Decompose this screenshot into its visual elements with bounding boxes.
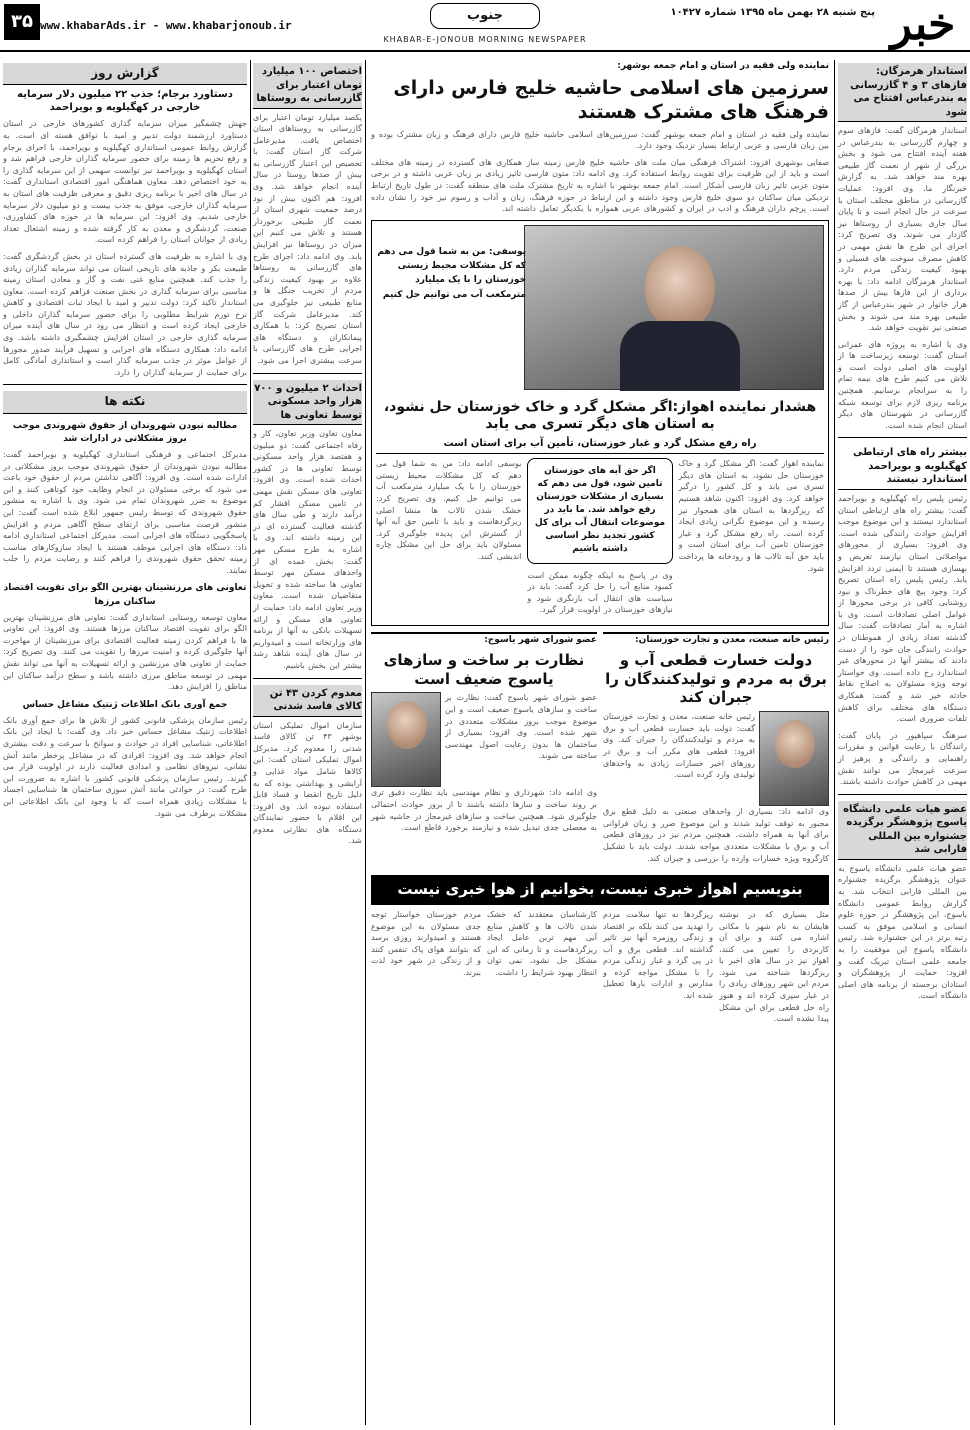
photo-area — [376, 225, 824, 395]
ahvaz-headline: هشدار نماینده اهواز:اگر مشکل گرد و خاک خوزستان حل نشود، به استان های دیگر تسری می یابد — [383, 398, 817, 433]
yasuj-story — [371, 632, 597, 869]
governor-headline: استاندار هرمزگان: فازهای ۳ و ۴ گازرسانی به بندرعباس افتتاح می شود — [838, 63, 967, 122]
body-text: استاندار هرمزگان گفت: فازهای سوم و چهارم گازرسانی به بندرعباس در هفته آینده افتتاح می شود و بخش بزرگی از شهر از نعمت گاز طبیعی بهره مند خواهد شد. به گزارش خبرنگار ما، وی افزود: عملیات گازرسانی در مناطق مختلف استان با سرعت در حال انجام است و تا پایان سال جاری بسیاری از روستاها نیز گازدار می شوند. وی تصریح کرد: اجرای این طرح ها نقش مهمی در کاهش مصرف سوخت های فسیلی و بهبود کیفیت زندگی مردم دارد. استاندار هرمزگان ادامه داد: با بهره برداری از این فازها بیش از صدها هزار خانوار در شهر بندرعباس از گاز طبیعی بهره مند می شوند و بخش صنعتی نیز تقویت خواهد شد. — [838, 126, 967, 333]
main-headline: سرزمین های اسلامی حاشیه خلیج فارس دارای فرهنگ های مشترک هستند — [393, 77, 829, 123]
divider — [253, 678, 362, 679]
body-text: وی ادامه داد: بسیاری از واحدهای صنعتی به دلیل قطع برق مجبور به توقف تولید شدند و این موضوع ضرر و زیان فراوانی برای آنها به همراه داشت. همچنین مردم نیز در روزهای قطعی آب و برق با مشکلات متعددی مواجه شدند. دولت باید با تشکیل کارگروه ویژه خسارات وارده را بررسی و جبران کند. — [603, 807, 829, 863]
section-label: جنوب — [430, 3, 540, 29]
pull-quote-wrap — [527, 458, 672, 621]
housing-headline: احداث ۲ میلیون و ۷۰۰ هزار واحد مسکونی توسط تعاونی ها — [253, 380, 362, 426]
divider — [253, 373, 362, 374]
body-text: مدیرکل اجتماعی و فرهنگی استانداری کهگیلویه و بویراحمد گفت: مطالبه نبودن شهروندان از حقوق شهروندی موجب بروز مشکلاتی در ادارات شده است. وی افزود: آگاهی نداشتن مردم از حقوق خود باعث می شود که برخی مسئولان در انجام وظایف خود کوتاهی کنند و این موضوع به ضرر شهروندان تمام می شود. وی با اشاره به منشور حقوق شهروندی که توسط رئیس جمهور ابلاغ شده است گفت: این منشور فرصت مناسبی برای ارتقای سطح آگاهی مردم و افزایش پاسخگویی دستگاه های اجرایی است. مدیرکل اجتماعی استانداری ادامه داد: دستگاه های اجرایی موظف هستند با ایجاد سازوکارهای مناسب زمینه تحقق حقوق شهروندی را فراهم کنند و رضایت مردم را جلب نمایند. — [3, 449, 247, 575]
bottom-body — [371, 909, 829, 1030]
note-headline: تعاونی های مرزنشینان بهترین الگو برای تقویت اقتصاد ساکنان مرزها — [3, 583, 247, 607]
yasuj-kicker: عضو شورای شهر یاسوج: — [484, 634, 597, 645]
ahvaz-body — [376, 458, 824, 621]
website-url[interactable]: www.khabarAds.ir - www.khabarjonoub.ir — [40, 19, 292, 32]
pull-quote: اگر حق آبه های خوزستان تامین شود، قول می دهم که بسیاری از مشکلات خوزستان رفع خواهد شد. ما باید در موضوعات انتقال آب برای کل کشور تجدید نظر اساسی داشته باشیم — [527, 458, 672, 563]
body-text: رئیس پلیس راه کهگیلویه و بویراحمد گفت: بیشتر راه های ارتباطی استان استاندارد نیستند و این موضوع موجب افزایش حوادث رانندگی شده است. وی افزود: بسیاری از محورهای مواصلاتی استان نیازمند تعریض و بهسازی هستند تا ایمنی تردد افزایش یابد. رئیس پلیس راه استان تصریح کرد: وجود پیچ های خطرناک و نبود روشنایی کافی در برخی محورها از عوامل اصلی تصادفات است. وی با اشاره به آمار تصادفات گفت: سال گذشته تعداد زیادی از هموطنان در حوادث رانندگی جان خود را از دست دادند که بیشتر آنها در محورهای غیر استاندارد رخ داده است. وی خواستار توجه ویژه مسئولان به اصلاح نقاط حادثه خیز شد و گفت: همکاری دستگاه های مختلف برای کاهش تلفات ضروری است. — [838, 493, 967, 724]
second-column — [250, 60, 365, 1425]
main-lead: نماینده ولی فقیه در استان و امام جمعه بوشهر گفت: سرزمین‌های اسلامی حاشیه خلیج فارس دارای فرهنگ و زبان مشترک بوده و بین زبان فارسی و عربی ارتباط بسیار نزدیک وجود دارد. — [371, 129, 829, 151]
body-text: سازمان اموال تملیکی استان بوشهر ۴۳ تن کالای فاسد شدنی را معدوم کرد. مدیرکل اموال تملیکی استان گفت: این کالاها شامل مواد غذایی و آرایشی و بهداشتی بوده که به دلیل تاریخ انقضا و فساد قابل استفاده نبوده اند. وی افزود: این اقلام با حضور نمایندگان دستگاه های نظارتی معدوم شد. — [253, 720, 362, 846]
water-kicker: رئیس خانه صنعت، معدن و تجارت خوزستان: — [635, 634, 829, 645]
water-story — [603, 632, 829, 869]
seizure-headline: معدوم کردن ۴۳ تن کالای فاسد شدنی — [253, 685, 362, 717]
note-headline: جمع آوری بانک اطلاعات ژنتیک مشاغل حساس — [22, 699, 228, 710]
body-text: ریزگردها نه تنها سلامت مردم را تهدید می کنند بلکه بر اقتصاد و زندگی روزمره آنها نیز تاثیر گذاشته اند. قطعی برق و آب در پی گرد و غبار زندگی مردم را با مشکل مواجه کرده و مدارس و ادارات بارها تعطیل شده اند. — [603, 909, 713, 1001]
person-face — [775, 720, 815, 768]
main-kicker: نماینده ولی فقیه در استان و امام جمعه بوشهر: — [617, 61, 829, 71]
person-face — [645, 246, 715, 331]
report-headline: دستاورد برجام؛ جذب ۲۲ میلیون دلار سرمایه خارجی در کهگیلویه و بویراحمد — [17, 89, 233, 113]
yasuj-photo — [371, 692, 441, 787]
water-photo — [759, 711, 829, 806]
body-text: وی با اشاره به ظرفیت های گسترده استان در بخش گردشگری گفت: طبیعت بکر و جاذبه های تاریخی استان می تواند سرمایه گذاران زیادی را جذب کند. همچنین منابع غنی نفت و گاز و معادن استان زمینه مناسبی برای سرمایه گذاری در بخش صنعت فراهم کرده است. معاون استاندار تاکید کرد: دولت تدبیر و امید با ایجاد ثبات اقتصادی و کاهش نرخ تورم شرایط مطلوبی را برای حضور سرمایه گذاران داخلی و خارجی ایجاد کرده است و انتظار می رود در سال های آینده میزان سرمایه گذاری خارجی در استان افزایش چشمگیری داشته باشد. وی ادامه داد: همکاری دستگاه های اجرایی و تسهیل فرآیند صدور مجوزها از عوامل موثر در جذب سرمایه گذار است و استانداری آمادگی کامل برای حمایت از سرمایه گذاران را دارد. — [3, 251, 247, 377]
body-text: وی با اشاره به پروژه های عمرانی استان گفت: توسعه زیرساخت ها از اولویت های اصلی دولت است و تلاش می کنیم طرح های نیمه تمام را به سرانجام برسانیم. همچنین برنامه ریزی لازم برای توسعه شبکه گازرسانی در شهرستان های دیگر استان انجام شده است. — [838, 339, 967, 430]
divider — [838, 794, 967, 795]
body-text: رئیس سازمان پزشکی قانونی کشور از تلاش ها برای جمع آوری بانک اطلاعات ژنتیک مشاغل حساس خبر داد. وی گفت: با ایجاد این بانک اطلاعاتی، شناسایی افراد در حوادث و سوانح با سرعت و دقت بیشتری انجام خواهد شد. وی افزود: افرادی که در مشاغل پرخطر مانند آتش نشانی، نیروهای نظامی و امدادی فعالیت دارند در اولویت قرار می گیرند. رئیس سازمان پزشکی قانونی کشور با اشاره به ضرورت این طرح گفت: در حوادثی مانند آتش سوزی ساختمان ها شناسایی اجساد با مشکلات زیادی همراه است که با وجود این بانک اطلاعاتی این مشکلات برطرف می شود. — [3, 715, 247, 818]
body-text: رئیس خانه صنعت، معدن و تجارت خوزستان گفت: دولت باید خسارت قطعی آب و برق به مردم و تولیدکنندگان را جبران کند. وی افزود: قطعی های مکرر آب و برق در روزهای اخیر خسارات زیادی به واحدهای تولیدی وارد کرده است. — [603, 712, 755, 780]
notes-title: نکته ها — [3, 391, 247, 413]
yasuj-headline: نظارت بر ساخت و سازهای یاسوج ضعیف است — [383, 650, 585, 688]
body-text: جهش چشمگیر میزان سرمایه گذاری کشورهای خارجی در استان دستاورد ارزشمند دولت تدبیر و امید با توافق هسته ای است. به گزارش روابط عمومی استانداری کهگیلویه و بویراحمد، با اجرای برجام و رفع تحریم ها زمینه برای حضور سرمایه گذاران خارجی فراهم شد و استان کهگیلویه و بویراحمد نیز توانست سهمی از این سرمایه گذاری را به خود اختصاص دهد. معاون هماهنگی امور اقتصادی استانداری گفت: در سال های اخیر با برنامه ریزی دقیق و معرفی ظرفیت های استان به سرمایه گذاران خارجی، موفق به جذب بیست و دو میلیون دلار سرمایه خارجی شدیم. وی افزود: این سرمایه ها در حوزه های کشاورزی، صنعت، گردشگری و معدن به کار گرفته شده و زمینه اشتغال تعداد زیادی از جوانان استان را فراهم کرده است. — [2, 119, 247, 245]
body-text: صفایی بوشهری افزود: اشتراک فرهنگی میان ملت های حاشیه خلیج فارس زمینه ساز همکاری های گسترده در زمینه های مختلف است و باید از این ظرفیت برای تقویت روابط استفاده کرد. وی ادامه داد: متون فارسی تاثیر زیادی بر زبان عربی داشته و در برخی متون عربی تاثیر زبان فارسی آشکار است. امام جمعه بوشهر با اشاره به تاریخ مشترک ملت های منطقه گفت: در طول تاریخ ارتباط نزدیکی میان ساکنان دو سوی خلیج فارس وجود داشته و این ارتباط در حوزه فرهنگ، زبان و آداب و رسوم نیز خود را نشان داده است. پرچم داران فرهنگ و ادب در ایران و کشورهای عربی همواره با یکدیگر تعامل داشته اند. — [371, 157, 829, 214]
body-text: معاون تعاون وزیر تعاون، کار و رفاه اجتماعی گفت: دو میلیون و هفتصد هزار واحد مسکونی توسط تعاونی ها در کشور احداث شده است. وی افزود: تعاونی های مسکن نقش مهمی در تامین مسکن اقشار کم درآمد دارند و طی سال های گذشته فعالیت گسترده ای در این زمینه داشته اند. وی با اشاره به طرح مسکن مهر گفت: بخش عمده ای از واحدهای مسکن مهر توسط تعاونی ها ساخته شده و تحویل متقاضیان شده است. معاون وزیر تعاون ادامه داد: حمایت از تعاونی های مسکن و ارائه تسهیلات بانکی به آنها از برنامه های وزارتخانه است و امیدواریم در سال های آینده شاهد رشد بیشتر این بخش باشیم. — [253, 429, 362, 670]
body-text: نماینده اهواز گفت: اگر مشکل گرد و خاک خوزستان حل نشود، به استان های دیگر تسری می یابد و کل کشور را درگیر خواهد کرد. وی افزود: اکنون شاهد هستیم که ریزگردها به استان های همجوار نیز رسیده و این موضوع نگرانی زیادی ایجاد کرده است. راه رفع مشکل گرد و غبار خوزستان تامین آب برای استان است و باید حق آبه تالاب ها و رودخانه ها پرداخت شود. — [678, 459, 824, 573]
body-text: وی ادامه داد: شهرداری و نظام مهندسی باید نظارت دقیق تری بر روند ساخت و سازها داشته باشند تا از بروز حوادث احتمالی جلوگیری شود. همچنین ساخت و سازهای غیرمجاز در حاشیه شهر به معضلی جدی تبدیل شده و نیازمند برخورد قاطع است. — [371, 788, 597, 833]
water-headline: دولت خسارت قطعی آب و برق به مردم و تولیدکنندگان را جبران کند — [605, 650, 827, 707]
person-suit — [620, 321, 740, 391]
body-text: یوسفی ادامه داد: من به شما قول می دهم که کل مشکلات محیط زیستی خوزستان را با یک میلیارد مترمکعب آب می توانیم حل کنیم. وی تصریح کرد: خشک شدن تالاب ها منشا اصلی ریزگردهاست و باید با تامین حق آبه آنها از گسترش این پدیده جلوگیری کرد. مسئولان باید برای حل این مشکل چاره اندیشی کنند. — [376, 459, 522, 561]
center-area — [365, 60, 835, 1425]
body-text: عضو هیات علمی دانشگاه یاسوج به عنوان پژوهشگر برگزیده جشنواره بین المللی فارابی انتخاب شد. به گزارش روابط عمومی دانشگاه یاسوج، این پژوهشگر در حوزه علوم انسانی و اسلامی موفق به کسب رتبه برتر در این جشنواره شد. رئیس دانشگاه یاسوج این موفقیت را به جامعه علمی استان تبریک گفت و افزود: حمایت از پژوهشگران و استادان برجسته از برنامه های اصلی دانشگاه است. — [838, 863, 967, 1001]
masthead — [0, 0, 970, 52]
person-face — [387, 701, 427, 749]
page-number: ۳۵ — [4, 4, 40, 40]
right-column — [835, 60, 970, 1425]
divider — [838, 437, 967, 438]
body-text: مردم خوزستان خواستار توجه جدی مسئولان به این موضوع هستند و امیدوارند روزی برسد که بتوانند هوای پاک تنفس کنند و از زندگی در شهر خود لذت ببرند. — [371, 909, 481, 977]
road-headline: بیشتر راه های ارتباطی کهگیلویه و بویراحمد استاندارد نیستند — [838, 444, 967, 490]
body-text: وی در پاسخ به اینکه چگونه ممکن است کمبود منابع آب را حل کرد گفت: باید در سیاست های انتقال آب بازنگری شود و نیازهای خوزستان در اولویت قرار گیرد. — [527, 570, 673, 615]
note-headline: مطالبه نبودن شهروندان از حقوق شهروندی موجب بروز مشکلاتی در ادارات شد — [12, 420, 238, 444]
dual-stories — [371, 632, 829, 869]
issue-line: پنج شنبه ۲۸ بهمن ماه ۱۳۹۵ شماره ۱۰۴۲۷ — [670, 7, 875, 18]
latin-name: KHABAR-E-JONOUB MORNING NEWSPAPER — [383, 35, 587, 44]
body-text: کارشناسان معتقدند که خشک شدن تالاب ها و کاهش منابع آبی مهم ترین عامل ایجاد ریزگردهاست و تا زمانی که این مشکل حل نشود، نمی توان انتظار بهبود شرایط را داشت. — [487, 909, 597, 977]
report-title: گزارش روز — [3, 63, 247, 85]
body-text: یکصد میلیارد تومان اعتبار برای گازرسانی به روستاهای استان اختصاص یافت. مدیرعامل شرکت گاز استان گفت: با تخصیص این اعتبار گازرسانی به بیش از صدها روستا در سال آینده انجام خواهد شد. وی افزود: هم اکنون بیش از نود درصد جمعیت شهری استان از نعمت گاز طبیعی برخوردار هستند و تلاش می کنیم این میزان در روستاها نیز افزایش یابد. وی ادامه داد: اجرای طرح های گازرسانی به روستاها علاوه بر بهبود کیفیت زندگی مردم از تخریب جنگل ها و منابع طبیعی نیز جلوگیری می کند. مدیرعامل شرکت گاز استان تصریح کرد: با همکاری پیمانکاران و دستگاه های اجرایی طرح های گازرسانی با سرعت بیشتری اجرا می شود. — [253, 112, 362, 365]
body-text: معاون توسعه روستایی استانداری گفت: تعاونی های مرزنشینان بهترین الگو برای تقویت اقتصاد ساکنان مرزها هستند. وی افزود: این تعاونی ها با فراهم کردن زمینه فعالیت اقتصادی برای مرزنشینان از مهاجرت آنها جلوگیری کرده و امنیت مرزها را تقویت می کنند. وی تصریح کرد: حمایت از تعاونی های مرزنشین و ارائه تسهیلات به آنها می تواند نقش مهمی در توسعه مناطق مرزی داشته باشد و سطح درآمد ساکنان این مناطق را افزایش دهد. — [3, 612, 247, 692]
award-headline: عضو هیات علمی دانشگاه یاسوج پژوهشگر برگزیده جشنواره بین المللی فارابی شد — [838, 801, 967, 860]
body-text: سرهنگ سپاهپور در پایان گفت: رانندگان با رعایت قوانین و مقررات راهنمایی و رانندگی و پرهیز از سرعت غیرمجاز می توانند نقش مهمی در کاهش حوادث داشته باشند. — [838, 730, 967, 787]
photo-caption: یوسفی: من به شما قول می دهم که کل مشکلات محیط زیستی خوزستان را با یک میلیارد مترمکعب آب می توانیم حل کنیم — [377, 246, 526, 300]
ahvaz-subhead: راه رفع مشکل گرد و غبار خوزستان، تأمین آب برای استان است — [376, 438, 824, 455]
body-text: مثل بسیاری که در نوشته هایشان به نام شهر یا مکانی اشاره می کنند و برای آن کاربردی را تعیین می کنند، اهواز نیز در سال های اخیر با ریزگردها شناخته می شود. مردم این شهر روزهای زیادی را در غبار سپری کرده اند و هنوز راه حل قطعی برای این مشکل پیدا نشده است. — [719, 909, 829, 1024]
credit-headline: اختصاص ۱۰۰ میلیارد تومان اعتبار برای گازرسانی به روستاها — [253, 63, 362, 109]
yasuj-content — [371, 692, 597, 787]
body-text: عضو شورای شهر یاسوج گفت: نظارت بر ساخت و سازهای یاسوج ضعیف است و این موضوع موجب بروز مشکلات متعددی در شهر شده است. وی افزود: بسیاری از ساختمان ها بدون رعایت اصول مهندسی ساخته می شوند. — [445, 693, 597, 761]
mp-photo — [524, 225, 824, 390]
ahvaz-story-box — [371, 220, 829, 626]
water-content — [603, 711, 829, 806]
divider — [3, 384, 247, 385]
left-column — [0, 60, 250, 1425]
bottom-headline: بنویسیم اهواز خبری نیست، بخوانیم از هوا خبری نیست — [371, 875, 829, 905]
logo-text: خبر — [890, 0, 956, 50]
